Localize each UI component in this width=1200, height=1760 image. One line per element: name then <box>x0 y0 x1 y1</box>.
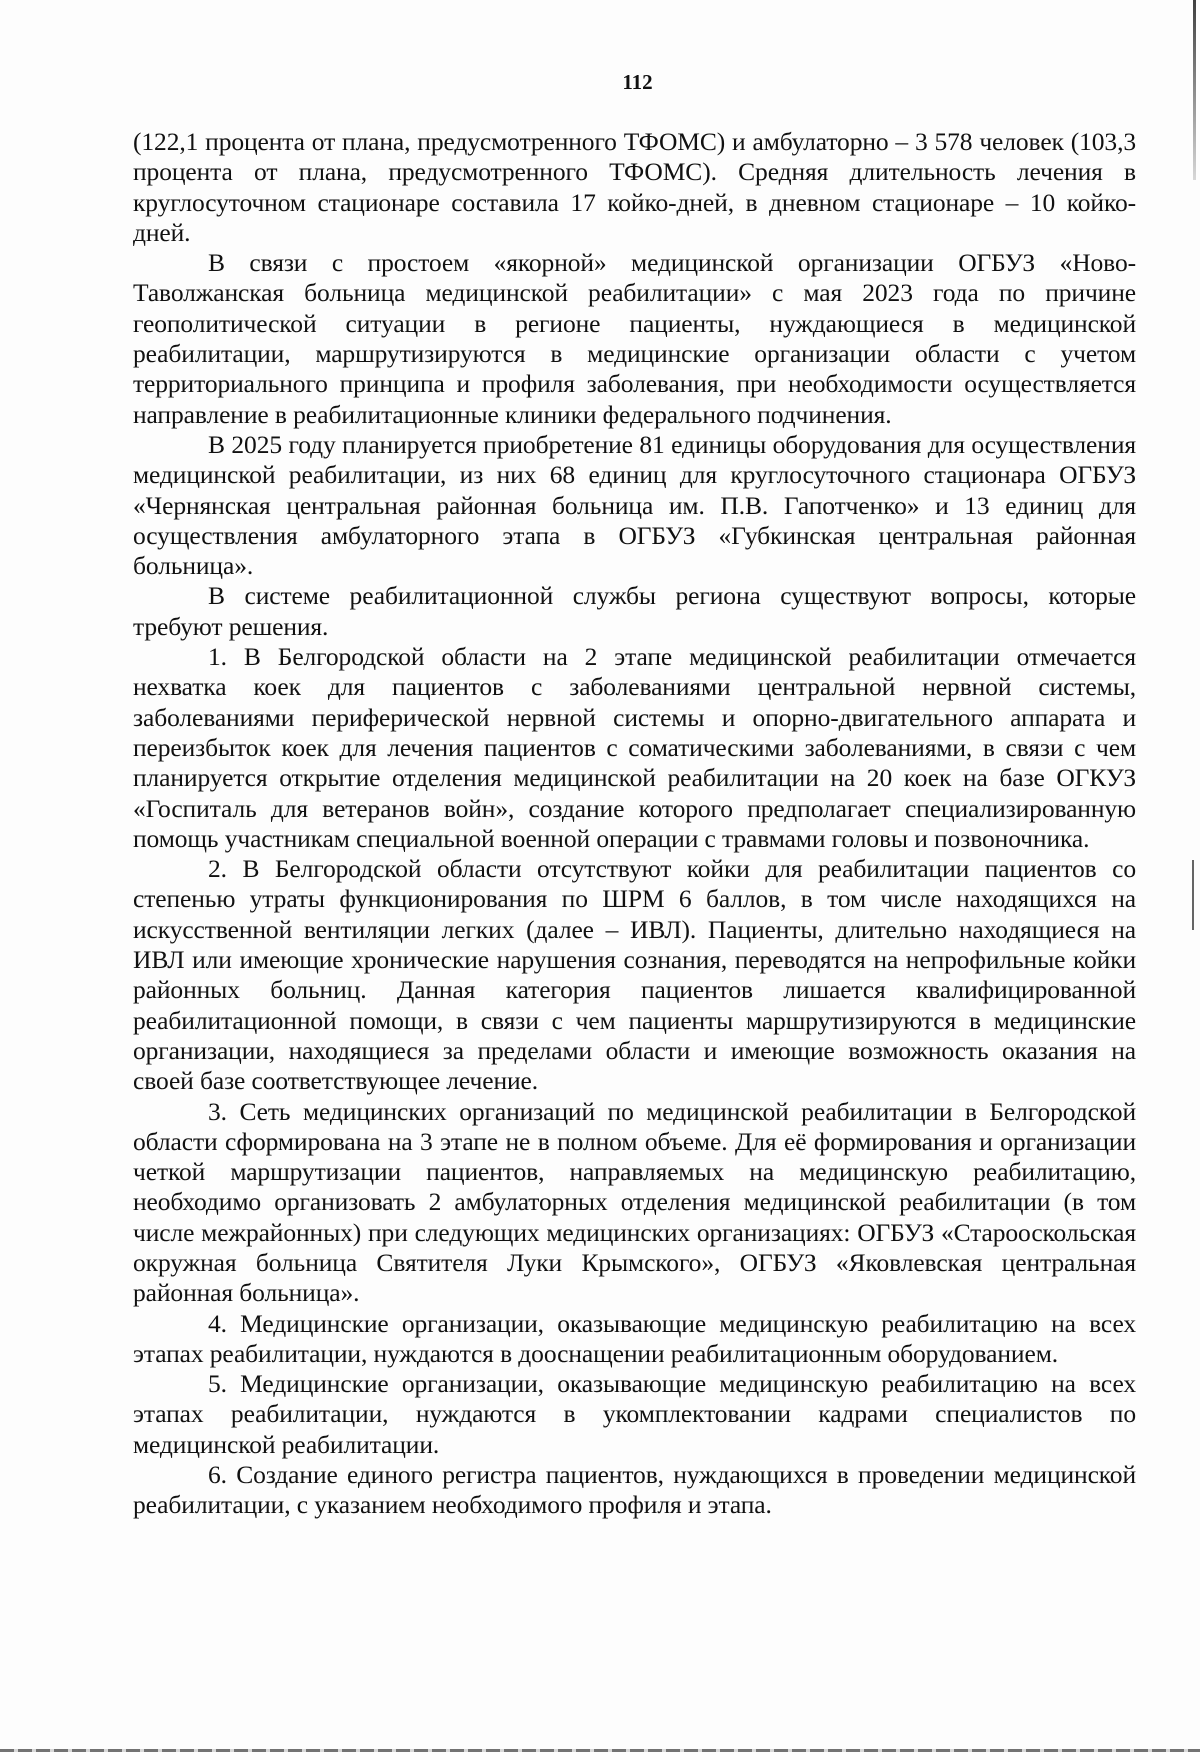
list-item-1: 1. В Белгородской области на 2 этапе медицинской реабилитации отмечается нехватка коек для пациентов с заболеваниями центральной нервной системы, заболеваниями периферической нервной системы и опорно-двигательного аппарата и переизбыток коек для лечения пациентов с соматическими заболеваниями, в связи с чем планируется открытие отделения медицинской реабилитации на 20 коек на базе ОГКУЗ «Госпиталь для ветеранов войн», создание которого предполагает специализированную помощь участникам специальной военной операции с травмами головы и позвоночника. <box>133 642 1136 853</box>
paragraph-equipment-2025: В 2025 году планируется приобретение 81 единицы оборудования для осуществления медицинской реабилитации, из них 68 единиц для круглосуточного стационара ОГБУЗ «Чернянская центральная районная больница им. П.В. Гапотченко» и 13 единиц для осуществления амбулаторного этапа в ОГБУЗ «Губкинская центральная районная больница». <box>133 429 1136 581</box>
document-body <box>133 127 1136 1521</box>
paragraph-continuation: (122,1 процента от плана, предусмотренного ТФОМС) и амбулаторно – 3 578 человек (103,3 процента от плана, предусмотренного ТФОМС). Средняя длительность лечения в круглосуточном стационаре составила 17 койко-дней, в дневном стационаре – 10 койко-дней. <box>133 127 1136 247</box>
paragraph-anchor-organization: В связи с простоем «якорной» медицинской организации ОГБУЗ «Ново-Таволжанская больница медицинской реабилитации» с мая 2023 года по причине геополитической ситуации в регионе пациенты, нуждающиеся в медицинской реабилитации, маршрутизируются в медицинские организации области с учетом территориального принципа и профиля заболевания, при необходимости осуществляется направление в реабилитационные клиники федерального подчинения. <box>133 248 1136 429</box>
list-item-4: 4. Медицинские организации, оказывающие медицинскую реабилитацию на всех этапах реабилитации, нуждаются в дооснащении реабилитационным оборудованием. <box>133 1308 1136 1368</box>
paragraph-issues-intro: В системе реабилитационной службы региона существуют вопросы, которые требуют решения. <box>133 581 1136 641</box>
list-item-3: 3. Сеть медицинских организаций по медицинской реабилитации в Белгородской области сформирована на 3 этапе не в полном объеме. Для её формирования и организации четкой маршрутизации пациентов, направляемых на медицинскую реабилитацию, необходимо организовать 2 амбулаторных отделения медицинской реабилитации (в том числе межрайонных) при следующих медицинских организациях: ОГБУЗ «Старооскольская окружная больница Святителя Луки Крымского», ОГБУЗ «Яковлевская центральная районная больница». <box>133 1096 1136 1308</box>
scan-bottom-edge <box>0 1749 1200 1752</box>
list-item-5: 5. Медицинские организации, оказывающие медицинскую реабилитацию на всех этапах реабилитации, нуждаются в укомплектовании кадрами специалистов по медицинской реабилитации. <box>133 1369 1136 1459</box>
scan-edge-mark <box>1192 860 1194 930</box>
list-item-6: 6. Создание единого регистра пациентов, нуждающихся в проведении медицинской реабилитации, с указанием необходимого профиля и этапа. <box>133 1460 1136 1520</box>
list-item-2: 2. В Белгородской области отсутствуют койки для реабилитации пациентов со степенью утраты функционирования по ШРМ 6 баллов, в том числе находящихся на искусственной вентиляции легких (далее – ИВЛ). Пациенты, длительно находящиеся на ИВЛ или имеющие хронические нарушения сознания, переводятся на непрофильные койки районных больниц. Данная категория пациентов лишается квалифицированной реабилитационной помощи, в связи с чем пациенты маршрутизируются в медицинские организации, находящиеся за пределами области и имеющие возможность оказания на своей базе соответствующее лечение. <box>133 854 1136 1096</box>
page-number: 112 <box>622 70 653 94</box>
